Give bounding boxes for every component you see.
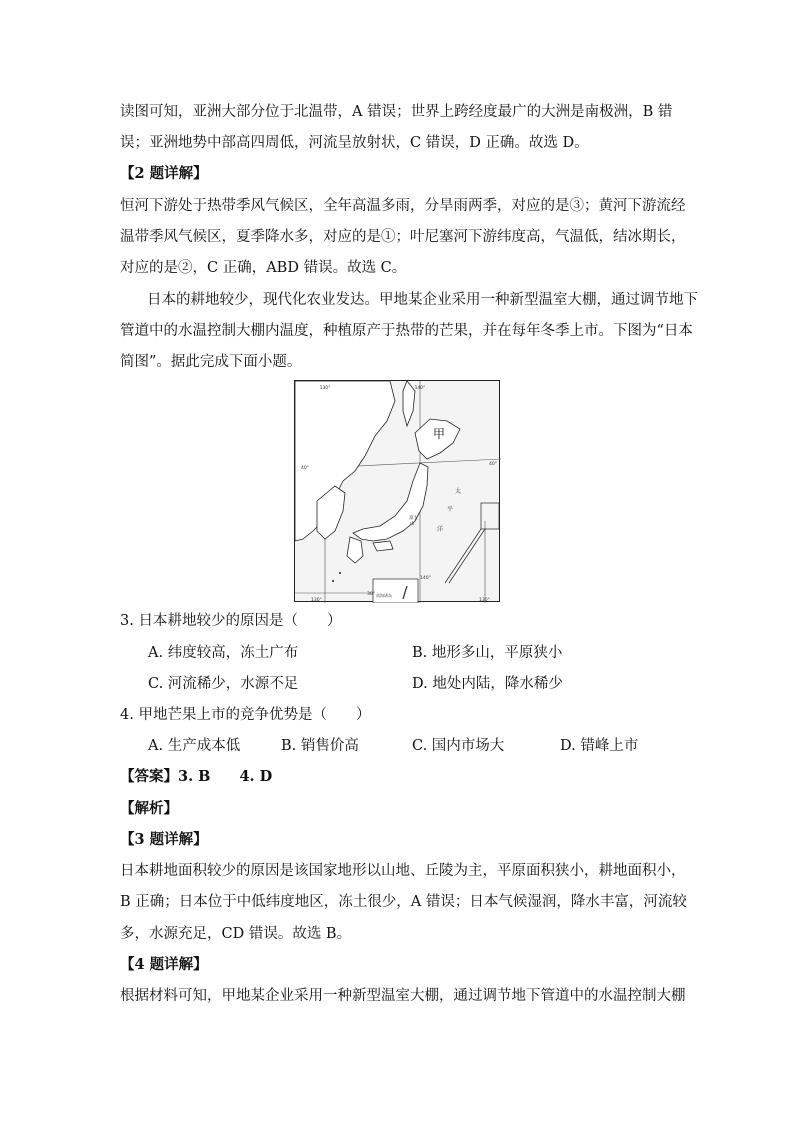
text-line-4: 温带季风气候区，夏季降水多，对应的是①；叶尼塞河下游纬度高，气温低，结冰期长， <box>120 229 686 245</box>
label-jia: 甲 <box>433 427 446 441</box>
lat-40-right-label: 40° <box>489 462 497 467</box>
lat-40-left-label: 40° <box>301 466 309 471</box>
heading-q3-detail: 【3 题详解】 <box>120 831 208 848</box>
passage-line-3: 简图”。据此完成下面小题。 <box>120 354 302 370</box>
japan-map-graphic <box>295 381 501 603</box>
lon-140-bottom-label: 140° <box>420 576 431 581</box>
text-line-1: 读图可知，亚洲大部分位于北温带，A 错误；世界上跨经度最广的大洲是南极洲，B 错 <box>120 104 673 120</box>
text-line-2: 误；亚洲地势中部高四周低，河流呈放射状，C 错误，D 正确。故选 D。 <box>120 135 589 151</box>
analysis-heading: 【解析】 <box>120 800 178 817</box>
question-4: 4. 甲地芒果上市的竞争优势是（ ） <box>120 707 371 723</box>
passage-line-2: 管道中的水温控制大棚内温度，种植原产于热带的芒果，并在每年冬季上市。下图为“日本 <box>120 323 693 339</box>
answer-line: 【答案】3. B 4. D <box>120 768 273 785</box>
label-ping: 平 <box>447 506 454 513</box>
lat-30-label: 30° <box>367 592 375 597</box>
lon-130-bottom-label: 130° <box>311 598 322 603</box>
text-line-3: 恒河下游处于热带季风气候区，全年高温多雨，分旱雨两季，对应的是③；黄河下游流经 <box>120 198 686 214</box>
heading-q2-detail: 【2 题详解】 <box>120 165 208 182</box>
japan-map-figure <box>294 380 500 602</box>
lon-130-right-label: 130° <box>479 598 490 603</box>
question-4-option-d: D. 错峰上市 <box>560 738 639 754</box>
label-shan: 山 <box>410 522 415 527</box>
passage-line-1: 日本的耕地较少，现代化农业发达。甲地某企业采用一种新型温室大棚，通过调节地下 <box>147 292 698 308</box>
question-4-option-a: A. 生产成本低 <box>148 738 241 754</box>
question-3-option-c: C. 河流稀少，水源不足 <box>148 676 299 692</box>
label-yang: 洋 <box>437 526 444 533</box>
question-3-option-a: A. 纬度较高，冻土广布 <box>148 645 299 661</box>
question-3-option-b: B. 地形多山，平原狭小 <box>412 645 563 661</box>
text-line-5: 对应的是②，C 正确，ABD 错误。故选 C。 <box>120 260 407 276</box>
inset-label: 南海诸岛 <box>376 593 392 598</box>
lon-140-top-label: 140° <box>414 386 426 391</box>
question-3: 3. 日本耕地较少的原因是（ ） <box>120 613 342 629</box>
text-line-8: 多，水源充足，CD 错误。故选 B。 <box>120 926 352 942</box>
question-4-option-b: B. 销售价高 <box>281 738 359 754</box>
label-tai: 太 <box>455 488 462 495</box>
text-line-6: 日本耕地面积较少的原因是该国家地形以山地、丘陵为主，平原面积狭小，耕地面积小， <box>120 863 686 879</box>
label-fushi: 富士 <box>409 516 418 521</box>
question-3-option-d: D. 地处内陆，降水稀少 <box>412 676 563 692</box>
heading-q4-detail: 【4 题详解】 <box>120 956 208 973</box>
text-line-7: B 正确；日本位于中低纬度地区，冻土很少，A 错误；日本气候湿润，降水丰富，河流较 <box>120 894 687 910</box>
text-line-9: 根据材料可知，甲地某企业采用一种新型温室大棚，通过调节地下管道中的水温控制大棚 <box>120 988 686 1004</box>
lon-130-top-label: 130° <box>319 386 331 391</box>
question-4-option-c: C. 国内市场大 <box>412 738 505 754</box>
